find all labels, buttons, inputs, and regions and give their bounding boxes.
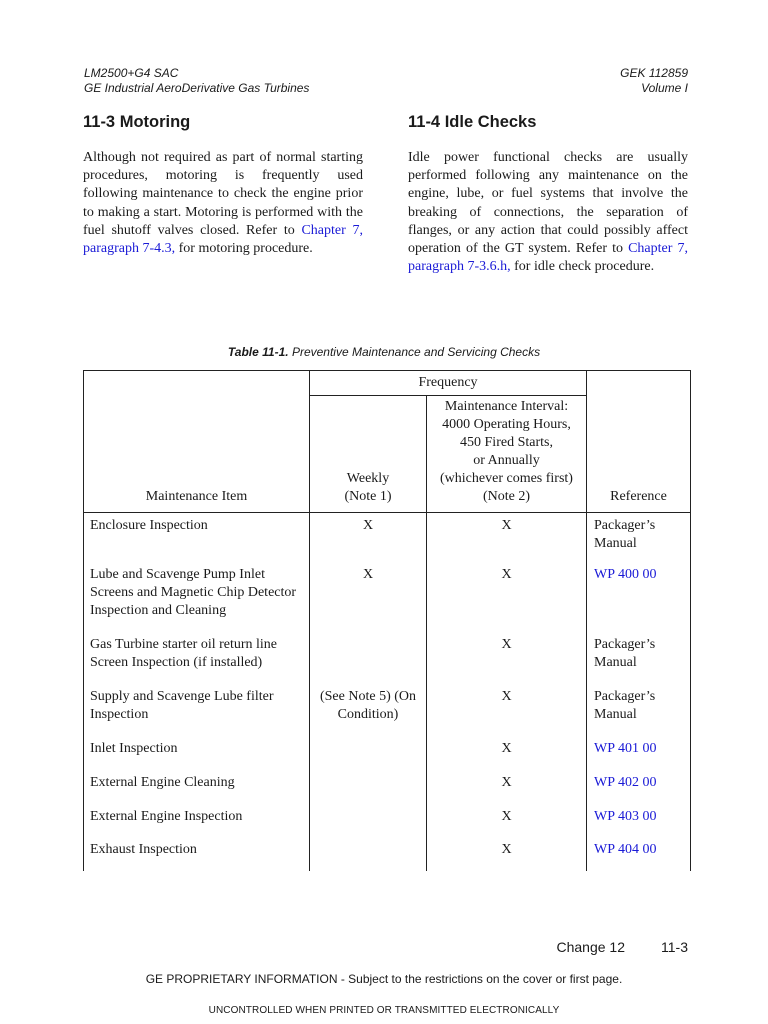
row-weekly xyxy=(310,636,427,688)
idle-checks-paragraph xyxy=(408,149,688,276)
motoring-paragraph xyxy=(83,149,363,258)
row-reference: Packager’s Manual xyxy=(587,688,691,740)
row-interval: X xyxy=(427,636,587,688)
row-item: Gas Turbine starter oil return line Screen Inspection (if installed) xyxy=(84,636,310,688)
row-weekly: X xyxy=(310,513,427,566)
header-interval-line2: 4000 Operating Hours, xyxy=(442,417,571,432)
row-interval: X xyxy=(427,513,587,566)
idle-body: Idle power functional checks are usually performed following any maintenance on the engine, lube, or fuel systems that involve the breaking of connections, the separation of flanges, or any action that could possibly affect operation of the GT system. Refer to xyxy=(408,150,688,257)
row-weekly: X xyxy=(310,566,427,636)
row-reference-link[interactable]: WP 404 00 xyxy=(587,841,691,871)
header-interval-line5: (whichever comes first) xyxy=(440,471,573,486)
row-reference: Packager’s Manual xyxy=(587,513,691,566)
row-interval: X xyxy=(427,740,587,774)
idle-tail: for idle check procedure. xyxy=(514,259,655,275)
table-row xyxy=(84,566,691,636)
running-header-left xyxy=(84,66,309,96)
footer-uncontrolled: UNCONTROLLED WHEN PRINTED OR TRANSMITTED ELECTRONICALLY xyxy=(208,1005,560,1016)
table-caption xyxy=(0,345,768,359)
footer-page-number: 11-3 xyxy=(661,939,688,955)
header-interval-line6: (Note 2) xyxy=(482,489,531,504)
row-interval: X xyxy=(427,808,587,841)
row-item: Inlet Inspection xyxy=(84,740,310,774)
running-header-right xyxy=(620,66,688,96)
row-interval: X xyxy=(427,566,587,636)
footer-change-line xyxy=(557,939,689,955)
table-row xyxy=(84,688,691,740)
section-title-idle-checks: 11-4 Idle Checks xyxy=(408,113,537,131)
header-volume: Volume I xyxy=(641,81,688,95)
section-title-motoring: 11-3 Motoring xyxy=(83,113,191,131)
row-weekly xyxy=(310,740,427,774)
footer-change: Change 12 xyxy=(556,939,626,955)
row-weekly: (See Note 5) (On Condition) xyxy=(310,688,427,740)
table-row xyxy=(84,740,691,774)
row-item: Supply and Scavenge Lube filter Inspection xyxy=(84,688,310,740)
table-caption-text: Preventive Maintenance and Servicing Checks xyxy=(291,345,541,359)
header-maintenance-interval xyxy=(427,396,587,513)
row-weekly xyxy=(310,841,427,871)
table-row xyxy=(84,841,691,871)
row-reference-link[interactable]: WP 403 00 xyxy=(587,808,691,841)
idle-chapter-link[interactable]: Chapter 7, paragraph 7-3.6.h, xyxy=(408,241,688,275)
motoring-chapter-link[interactable]: Chapter 7, paragraph 7-4.3, xyxy=(83,222,363,257)
table-row xyxy=(84,636,691,688)
header-weekly-label: Weekly xyxy=(346,471,390,486)
header-maintenance-item: Maintenance Item xyxy=(84,371,310,513)
header-company: GE Industrial AeroDerivative Gas Turbines xyxy=(84,81,310,95)
motoring-tail: for motoring procedure. xyxy=(178,241,313,257)
row-reference-link[interactable]: WP 400 00 xyxy=(587,566,691,636)
row-item: Exhaust Inspection xyxy=(84,841,310,871)
header-doc-number: GEK 112859 xyxy=(620,66,688,80)
row-interval: X xyxy=(427,841,587,871)
header-interval-line3: 450 Fired Starts, xyxy=(460,435,553,450)
header-frequency: Frequency xyxy=(310,371,587,396)
row-item: External Engine Inspection xyxy=(84,808,310,841)
row-reference: Packager’s Manual xyxy=(587,636,691,688)
table-caption-label: Table 11-1. xyxy=(227,345,289,359)
motoring-body: Although not required as part of normal starting procedures, motoring is frequently used following maintenance to check the engine prior to making a start. Motoring is performed with the fuel shutoff valves closed. Refer to xyxy=(83,150,363,238)
header-interval-line1: Maintenance Interval: xyxy=(444,399,569,414)
table-row xyxy=(84,513,691,566)
header-model: LM2500+G4 SAC xyxy=(84,66,179,80)
maintenance-table xyxy=(83,370,691,871)
header-weekly-note: (Note 1) xyxy=(344,489,392,504)
row-item: Enclosure Inspection xyxy=(84,513,310,566)
row-reference-link[interactable]: WP 402 00 xyxy=(587,774,691,808)
row-interval: X xyxy=(427,688,587,740)
header-reference: Reference xyxy=(587,371,691,513)
header-weekly xyxy=(310,396,427,513)
table-row xyxy=(84,808,691,841)
row-reference-link[interactable]: WP 401 00 xyxy=(587,740,691,774)
row-weekly xyxy=(310,774,427,808)
table-row xyxy=(84,774,691,808)
row-interval: X xyxy=(427,774,587,808)
row-item: Lube and Scavenge Pump Inlet Screens and Magnetic Chip Detector Inspection and Cleaning xyxy=(84,566,310,636)
row-item: External Engine Cleaning xyxy=(84,774,310,808)
header-interval-line4: or Annually xyxy=(473,453,540,468)
row-weekly xyxy=(310,808,427,841)
footer-proprietary: GE PROPRIETARY INFORMATION - Subject to the restrictions on the cover or first page. xyxy=(145,972,623,986)
